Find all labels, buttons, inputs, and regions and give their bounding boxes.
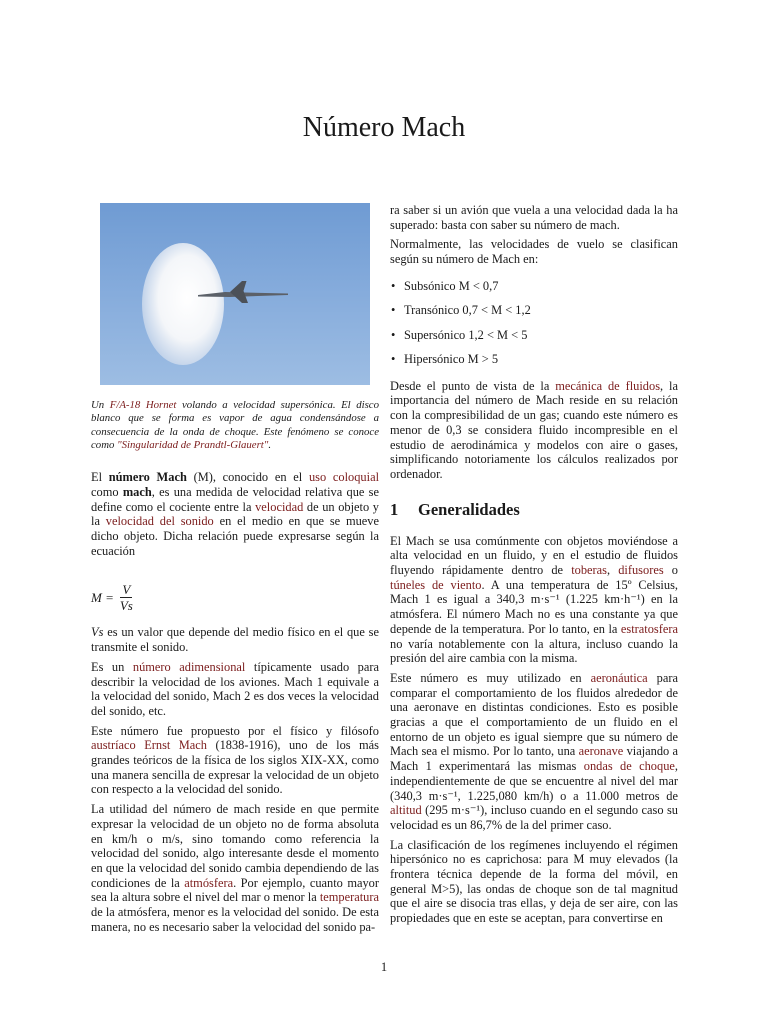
- list-item: • Hipersónico M > 5: [404, 352, 678, 367]
- text-run: .: [268, 438, 272, 451]
- paragraph: [91, 660, 379, 719]
- wiki-link[interactable]: ondas de choque: [583, 759, 675, 774]
- list-item: • Supersónico 1,2 < M < 5: [404, 328, 678, 343]
- fluid-mechanics-paragraph: [390, 379, 678, 482]
- wiki-link[interactable]: túneles de viento: [390, 577, 482, 592]
- wiki-link[interactable]: aeronave: [578, 744, 624, 759]
- section-title: Generalidades: [418, 499, 520, 519]
- text-run: El Mach se usa comúnmente con objetos moviéndose a alta velocidad en un fluido, y en el estudio de fluidos fluyendo rápidamente dentro de: [390, 533, 678, 578]
- text-run: de un objeto y la: [91, 499, 379, 529]
- left-column: [91, 203, 379, 939]
- wiki-link[interactable]: velocidad: [255, 499, 304, 514]
- section-number: 1: [390, 499, 399, 519]
- paragraph: [390, 838, 678, 926]
- text-run: en el medio en que se mueve dicho objeto. Dicha relación puede expresarse según la ecuación: [91, 514, 379, 558]
- text-run: (M), conocido en el: [186, 470, 309, 485]
- paragraph: [91, 724, 379, 798]
- list-item: • Transónico 0,7 < M < 1,2: [404, 303, 678, 318]
- wiki-link[interactable]: difusores: [618, 563, 664, 578]
- text-run: Este número fue propuesto por el físico y filósofo: [91, 723, 379, 738]
- right-column: [390, 203, 678, 931]
- equation-lhs: M =: [91, 590, 114, 606]
- paragraph: [390, 237, 678, 266]
- text-run: Desde el punto de vista de la: [390, 378, 556, 393]
- fraction: [120, 582, 133, 613]
- wiki-link[interactable]: austríaco: [91, 738, 136, 753]
- wiki-link[interactable]: altitud: [390, 803, 422, 818]
- text-run: volando a velocidad supersónica. El disco blanco que se forma es vapor de agua condensándose a consecuencia de la onda de choque. Este fenómeno se conoce como: [91, 399, 379, 451]
- figure-caption: [91, 399, 379, 452]
- page-number: 1: [380, 960, 388, 974]
- text-run: . A una temperatura de 15º Celsius, Mach 1 es igual a 340,3 m·s⁻¹ (1.225 km·h⁻¹) en la atmósfera. El número Mach no es una constante ya que depende de la temperatura. Por lo tanto, en la: [390, 577, 678, 636]
- paragraph: [91, 470, 379, 558]
- right-paragraphs: [390, 203, 678, 267]
- text-run: ra saber si un avión que vuela a una velocidad dada la ha superado: basta con saber su número de mach.: [390, 203, 678, 232]
- jet-wing: [230, 281, 260, 303]
- text-run: viajando a Mach 1 experimentará las mismas: [390, 744, 678, 774]
- mach-equation: [91, 582, 379, 613]
- text-run: El: [91, 470, 109, 485]
- numerator: V: [122, 582, 131, 598]
- bold-term: número Mach: [108, 470, 187, 485]
- text-run: La utilidad del número de mach reside en que permite expresar la velocidad de un objeto no de forma absoluta en km/h o m/s, sino tomando como referencia la velocidad del sonido, algo interesante desde el momento en que la velocidad del sonido cambia dependiendo de las condiciones de la: [91, 802, 379, 890]
- text-run: para comparar el comportamiento de los fluidos alrededor de una aeronave en distintas condiciones. Esto es posible gracias a que el comportamiento de un fluido en el entorno de un objeto es igual siempre que su número de Mach sea el mismo. Por lo tanto, una: [390, 670, 679, 759]
- text-run: de la atmósfera, menor es la velocidad del sonido. De esta manera, no es necesario saber la velocidad del sonido pa-: [91, 905, 379, 934]
- intro-paragraphs: [91, 470, 379, 558]
- wiki-link[interactable]: estratosfera: [620, 621, 678, 636]
- wiki-link[interactable]: velocidad del sonido: [105, 514, 214, 529]
- text-run: La clasificación de los regímenes incluyendo el régimen hipersónico no es caprichosa: para M muy elevados (la frontera técnica depende de la forma del móvil, en general M>5), las ondas de choque son de tal magnitud que el aire se disocia tras ellas, y deja de ser aire, con las propiedades que en este se aceptan, para convertirse en: [390, 837, 678, 926]
- text-run: ,: [606, 563, 619, 578]
- wiki-link[interactable]: Ernst Mach: [144, 738, 208, 753]
- wiki-link[interactable]: atmósfera: [184, 875, 234, 890]
- text-run: típicamente usado para describir la velocidad de los aviones. Mach 1 equivale a la velocidad del sonido, Mach 2 es dos veces la velocidad del sonido, etc.: [91, 659, 379, 718]
- text-run: es un valor que depende del medio físico en el que se transmite el sonido.: [91, 625, 379, 655]
- text-run: (295 m·s⁻¹), incluso cuando en el segundo caso su velocidad es un 86,7% de la del primer caso.: [390, 803, 678, 832]
- paragraph: [390, 379, 678, 482]
- text-run: no varía notablemente con la altura, incluso cuando la presión del aire cambia con la misma.: [390, 636, 678, 666]
- wiki-link[interactable]: aeronáutica: [590, 670, 648, 685]
- wiki-link[interactable]: mecánica de fluidos: [555, 378, 661, 393]
- list-item: • Subsónico M < 0,7: [404, 279, 678, 294]
- text-run: como: [91, 484, 123, 499]
- text-run: , es una medida de velocidad relativa que se define como el cociente entre la: [91, 484, 379, 514]
- paragraph: [91, 802, 379, 934]
- vapor-cone: [142, 243, 224, 365]
- section-heading: [390, 500, 678, 520]
- text-run: . Por ejemplo, cuanto mayor sea la altura sobre el nivel del mar o menor la: [91, 875, 379, 905]
- wiki-link[interactable]: número adimensional: [132, 659, 246, 674]
- text-run: [136, 738, 144, 752]
- text-run: , independientemente de que se encuentre al nivel del mar (340,3 m·s⁻¹, 1.225,080 km/h) o a 11.000 metros de: [390, 759, 679, 803]
- denominator: Vs: [119, 598, 133, 614]
- left-paragraphs: [91, 625, 379, 934]
- text-run: Normalmente, las velocidades de vuelo se clasifican según su número de Mach en:: [390, 237, 678, 267]
- wiki-link[interactable]: uso coloquial: [308, 470, 380, 485]
- text-run: Un: [91, 399, 110, 411]
- wiki-link[interactable]: "Singularidad de Prandtl-Glauert": [117, 438, 269, 451]
- paragraph: [91, 625, 379, 654]
- generalidades-paragraphs: [390, 534, 678, 926]
- text-run: (1838-1916), uno de los más grandes teóricos de la física de los siglos XIX-XX, como una manera sencilla de expresar la velocidad de un objeto con respecto a la velocidad del sonido.: [91, 738, 379, 797]
- text-run: , la importancia del número de Mach reside en su relación con la compresibilidad de un gas; cuando este número es menor de 0,3 se considera fluido incompresible en el estudio de aerodinámica y modelos con aire o gases, simplificando notoriamente los cálculos realizados por ordenador.: [390, 378, 678, 481]
- wiki-link[interactable]: temperatura: [319, 890, 379, 905]
- bold-term: mach: [122, 484, 152, 499]
- paragraph: [390, 671, 678, 833]
- fa18-hornet-photo: [100, 203, 370, 385]
- paragraph: [390, 534, 678, 666]
- mach-classification-list: [390, 279, 678, 367]
- text-run: o: [663, 563, 678, 578]
- page-title: Número Mach: [302, 112, 466, 143]
- wiki-link[interactable]: F/A-18 Hornet: [109, 399, 177, 411]
- text-run: Vs: [91, 625, 104, 640]
- wiki-link[interactable]: toberas: [571, 563, 607, 578]
- text-run: Este número es muy utilizado en: [390, 670, 591, 685]
- paragraph: [390, 203, 678, 232]
- text-run: Es un: [91, 659, 133, 674]
